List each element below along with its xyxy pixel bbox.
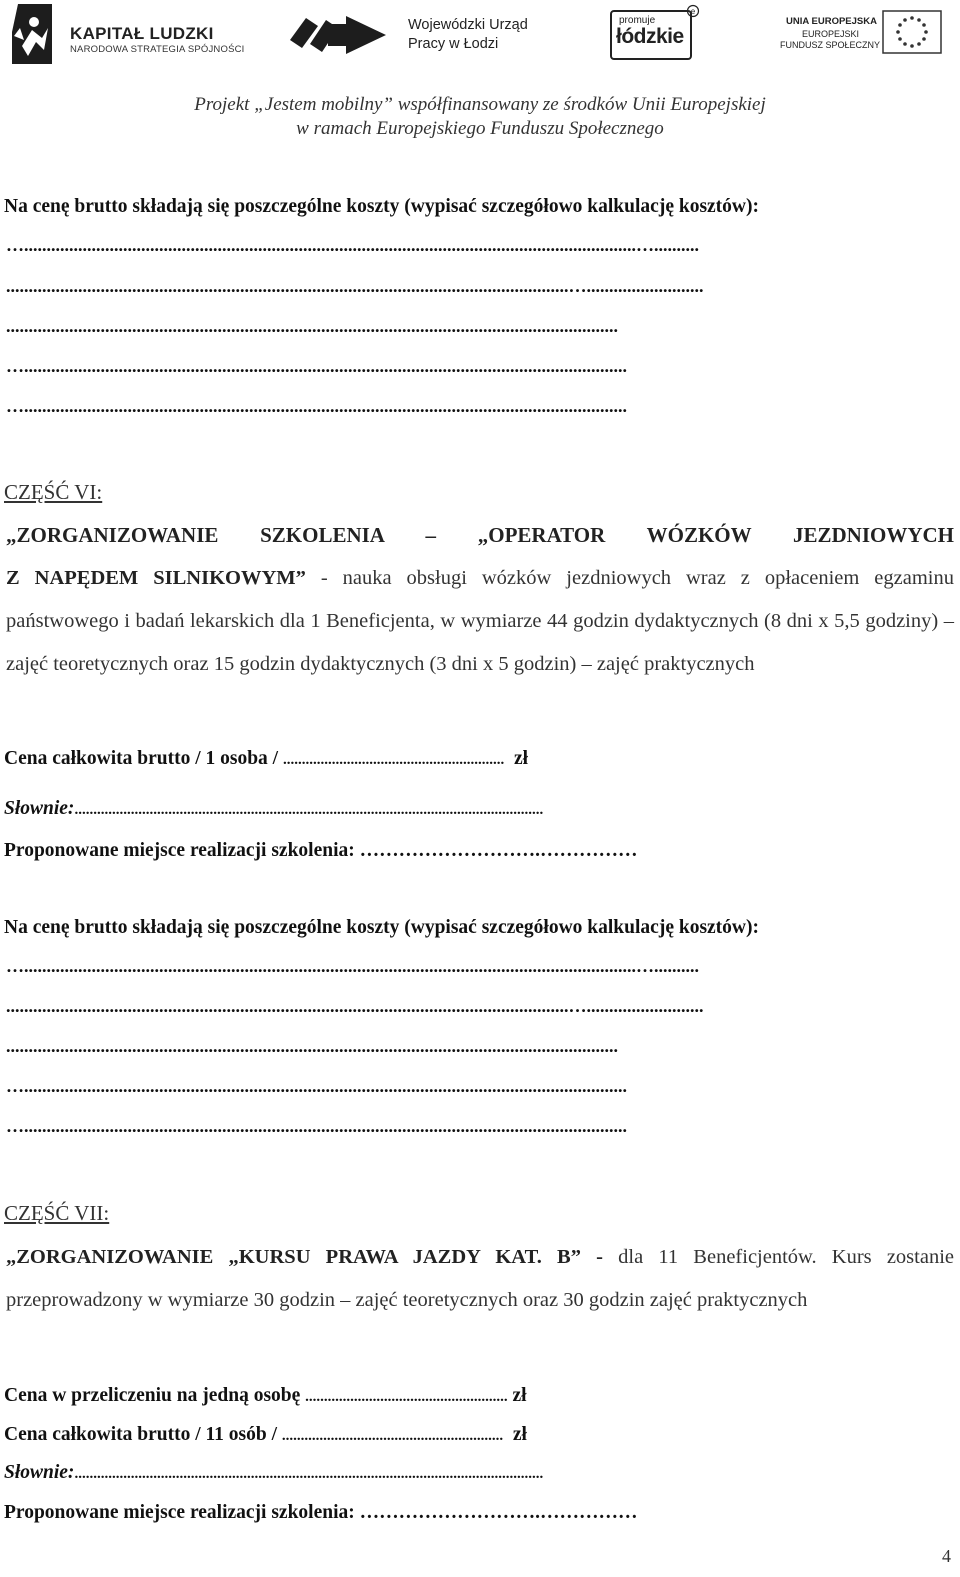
part7-title: „ZORGANIZOWANIE „KURSU PRAWA JAZDY KAT. B” -	[6, 1246, 603, 1268]
part7-price-total-dots: ...........................................................	[281, 1428, 504, 1444]
part6-heading: CZĘŚĆ VI:	[4, 480, 103, 504]
part6-title-cont: Z NAPĘDEM SILNIKOWYM”	[6, 567, 306, 589]
dots-line: .............................................................................................................................…..........................	[6, 996, 704, 1016]
dots-line: …......................................................................................................................................	[6, 396, 627, 416]
part7-words-label: Słownie:	[4, 1462, 75, 1483]
kapital-ludzki-logo	[8, 2, 245, 70]
part6-place-dots: ……………………….……………	[359, 840, 638, 861]
part6-desc: - nauka obsługi wózków jezdniowych wraz z opłaceniem egzaminu państwowego i badań lekarskich dla 1 Beneficjenta, w wymiarze 44 godzin dydaktycznych (8 dni x 5,5 godziny) – zajęć teoretycznych oraz 15 godzin dydaktycznych (3 dni x 5 godzin) – zajęć praktycznych	[6, 567, 954, 675]
part7-price-total-row	[4, 1424, 527, 1446]
part7-heading: CZĘŚĆ VII:	[4, 1201, 110, 1225]
part6-words-row	[4, 798, 543, 820]
part7-price-per-row	[4, 1385, 527, 1407]
eu-flag-icon	[882, 10, 942, 54]
part7-price-per-label: Cena w przeliczeniu na jedną osobę	[4, 1385, 306, 1406]
part7-price-total-label: Cena całkowita brutto / 11 osób /	[4, 1424, 282, 1445]
dots-line: .............................................................................................................................…..........................	[6, 276, 704, 296]
part7-desc: dla 11 Beneficjentów. Kurs zostanie przeprowadzony w wymiarze 30 godzin – zajęć teoretycznych oraz 30 godzin zajęć praktycznych	[6, 1246, 955, 1311]
dots-line: …........................................................................................................................................…..........	[6, 956, 699, 976]
kapital-ludzki-emblem-icon	[8, 2, 58, 68]
part7-place-label: Proponowane miejsce realizacji szkolenia:	[4, 1502, 360, 1523]
part7-place-row	[4, 1502, 638, 1524]
dots-line: ........................................................................................................................................	[6, 316, 618, 336]
kapital-ludzki-title: KAPITAŁ LUDZKI	[70, 24, 214, 43]
dots-line: …........................................................................................................................................…..........	[6, 235, 699, 255]
part7-description	[6, 1236, 954, 1322]
part6-price-unit: zł	[513, 748, 529, 769]
ue-line2: EUROPEJSKI	[802, 29, 860, 39]
dots-line: …......................................................................................................................................	[6, 1116, 627, 1136]
part7-price-total-unit: zł	[512, 1424, 527, 1445]
ue-line3: FUNDUSZ SPOŁECZNY	[780, 40, 881, 50]
promuje-lodzkie-logo	[610, 4, 700, 56]
part6-words-label: Słownie:	[4, 798, 75, 819]
dots-line: …......................................................................................................................................	[6, 1076, 627, 1096]
svg-text:e: e	[690, 7, 696, 16]
part7-price-per-unit: zł	[512, 1385, 527, 1406]
part7-words-dots: .............................................................................................................................	[74, 1466, 544, 1482]
dots-line: …......................................................................................................................................	[6, 356, 627, 376]
page-number: 4	[942, 1546, 951, 1566]
wup-line1: Wojewódzki Urząd	[408, 17, 528, 33]
registered-mark-icon	[686, 4, 700, 18]
promuje-label: promuje	[619, 15, 656, 26]
wup-logo	[288, 8, 548, 62]
part7-place-dots: ……………………….……………	[359, 1502, 638, 1523]
part6-place-row	[4, 840, 638, 862]
part6-price-label: Cena całkowita brutto / 1 osoba /	[4, 748, 283, 769]
project-line-2: w ramach Europejskiego Funduszu Społecznego	[296, 118, 664, 139]
part6-title: „ZORGANIZOWANIE SZKOLENIA – „OPERATOR WÓZKÓW JEZDNIOWYCH	[6, 523, 954, 547]
dots-line: ........................................................................................................................................	[6, 1036, 618, 1056]
ue-efs-logo	[780, 10, 945, 60]
lodzkie-label: łódzkie	[616, 25, 684, 48]
wup-line2: Pracy w Łodzi	[408, 36, 499, 52]
part7-words-row	[4, 1462, 543, 1484]
costs-label-top: Na cenę brutto składają się poszczególne koszty (wypisać szczegółowo kalkulację kosztów):	[4, 196, 759, 217]
project-line-1: Projekt „Jestem mobilny” współfinansowany ze środków Unii Europejskiej	[194, 94, 766, 115]
ue-line1: UNIA EUROPEJSKA	[786, 16, 877, 27]
part6-words-dots: .............................................................................................................................	[74, 802, 544, 818]
part6-place-label: Proponowane miejsce realizacji szkolenia:	[4, 840, 360, 861]
part7-price-per-dots: ......................................................	[305, 1389, 508, 1405]
part6-price-row	[4, 748, 528, 770]
part6-price-dots: ...........................................................	[282, 752, 505, 768]
kapital-ludzki-subtitle: NARODOWA STRATEGIA SPÓJNOŚCI	[70, 44, 245, 55]
part6-costs-label: Na cenę brutto składają się poszczególne koszty (wypisać szczegółowo kalkulację kosztów):	[4, 917, 759, 938]
wup-arrows-icon	[288, 10, 388, 60]
part6-description	[6, 514, 954, 686]
